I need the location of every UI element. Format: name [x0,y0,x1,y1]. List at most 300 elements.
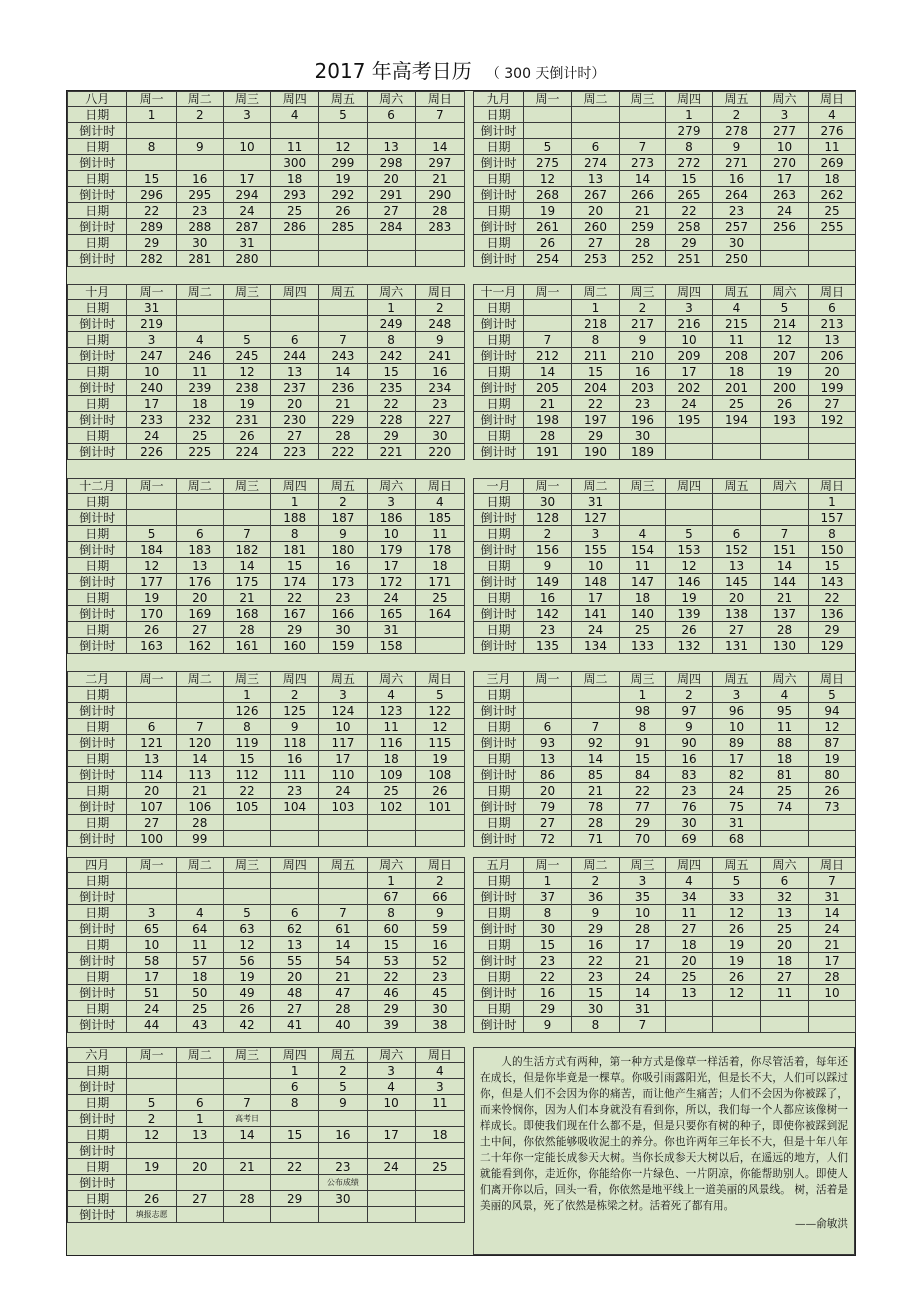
countdown-cell: 145 [713,574,761,590]
countdown-cell: 189 [620,444,666,460]
month-header-row [474,672,856,687]
date-row [474,300,856,316]
date-cell: 26 [524,235,572,251]
countdown-cell: 112 [223,767,270,783]
date-cell [367,815,415,831]
date-cell: 20 [367,171,415,187]
countdown-row-label: 倒计时 [68,574,127,590]
countdown-cell: 7 [620,1017,666,1033]
quote-box [473,1047,855,1255]
date-cell: 22 [271,1159,319,1175]
countdown-cell: 273 [620,155,666,171]
date-row [474,783,856,799]
countdown-cell: 214 [761,316,809,332]
countdown-cell: 240 [127,380,176,396]
countdown-cell: 55 [271,953,319,969]
weekday-header: 周二 [176,858,223,873]
countdown-cell [572,123,620,139]
countdown-cell: 272 [666,155,713,171]
countdown-cell: 26 [713,921,761,937]
countdown-row [474,251,856,267]
countdown-cell: 36 [572,889,620,905]
date-cell: 18 [809,171,856,187]
countdown-cell: 96 [713,703,761,719]
countdown-cell: 156 [524,542,572,558]
countdown-cell [524,703,572,719]
date-cell: 30 [620,428,666,444]
countdown-cell: 68 [713,831,761,847]
countdown-cell: 92 [572,735,620,751]
countdown-cell: 11 [761,985,809,1001]
countdown-cell: 95 [761,703,809,719]
date-cell: 13 [271,937,319,953]
date-cell: 26 [223,1001,270,1017]
date-cell: 4 [809,107,856,123]
date-cell: 27 [271,428,319,444]
date-cell: 24 [367,1159,415,1175]
countdown-cell: 256 [761,219,809,235]
countdown-cell [415,638,464,654]
countdown-row-label: 倒计时 [68,889,127,905]
date-cell [415,815,464,831]
date-row-label: 日期 [474,235,524,251]
date-cell: 28 [809,969,856,985]
date-cell: 10 [713,719,761,735]
countdown-cell: 6 [271,1079,319,1095]
date-cell: 9 [415,332,464,348]
countdown-cell: 283 [415,219,464,235]
date-cell: 6 [176,526,223,542]
date-cell: 7 [572,719,620,735]
countdown-row-label: 倒计时 [68,767,127,783]
countdown-cell [223,155,270,171]
date-cell: 14 [809,905,856,921]
date-row-label: 日期 [68,719,127,735]
countdown-cell [809,444,856,460]
date-cell: 21 [809,937,856,953]
date-cell: 6 [367,107,415,123]
date-cell: 8 [367,905,415,921]
countdown-cell: 65 [127,921,176,937]
date-row [474,815,856,831]
weekday-header: 周五 [319,479,367,494]
countdown-row [474,348,856,364]
countdown-row [474,316,856,332]
countdown-cell: 299 [319,155,367,171]
date-cell: 30 [319,622,367,638]
date-cell: 14 [319,937,367,953]
date-cell: 30 [415,428,464,444]
date-cell: 24 [761,203,809,219]
countdown-row [68,574,465,590]
date-cell: 8 [809,526,856,542]
month-table [67,284,465,460]
countdown-cell: 288 [176,219,223,235]
countdown-cell: 42 [223,1017,270,1033]
countdown-cell: 261 [524,219,572,235]
date-row [474,873,856,889]
countdown-cell: 180 [319,542,367,558]
date-cell: 16 [415,937,464,953]
date-cell [809,428,856,444]
month-header-row [68,285,465,300]
date-row-label: 日期 [68,203,127,219]
date-cell: 19 [809,751,856,767]
countdown-cell: 187 [319,510,367,526]
date-cell: 11 [176,364,223,380]
date-cell: 22 [367,396,415,412]
countdown-cell: 274 [572,155,620,171]
weekday-header: 周六 [367,858,415,873]
countdown-row [68,219,465,235]
countdown-cell: 1 [176,1111,223,1127]
countdown-row-label: 倒计时 [68,123,127,139]
date-cell: 29 [367,1001,415,1017]
date-cell: 8 [666,139,713,155]
countdown-cell [176,155,223,171]
countdown-cell: 137 [761,606,809,622]
date-cell: 24 [713,783,761,799]
countdown-cell: 236 [319,380,367,396]
date-cell: 4 [176,332,223,348]
weekday-header: 周六 [761,479,809,494]
countdown-cell: 30 [524,921,572,937]
date-cell: 16 [713,171,761,187]
date-cell: 28 [620,235,666,251]
date-cell: 30 [666,815,713,831]
date-cell [176,494,223,510]
weekday-header: 周日 [415,92,464,107]
countdown-cell [713,444,761,460]
date-cell [223,494,270,510]
countdown-cell: 37 [524,889,572,905]
countdown-row-label: 倒计时 [68,348,127,364]
countdown-cell: 46 [367,985,415,1001]
countdown-cell: 90 [666,735,713,751]
date-cell: 19 [666,590,713,606]
countdown-row [68,638,465,654]
countdown-cell: 249 [367,316,415,332]
countdown-cell: 21 [620,953,666,969]
countdown-row-label: 倒计时 [68,444,127,460]
page-title [0,58,920,87]
date-cell: 19 [524,203,572,219]
countdown-cell: 284 [367,219,415,235]
date-cell: 29 [809,622,856,638]
countdown-cell: 59 [415,921,464,937]
date-cell: 8 [572,332,620,348]
countdown-row-label: 倒计时 [68,921,127,937]
weekday-header: 周五 [319,92,367,107]
countdown-cell: 292 [319,187,367,203]
countdown-cell: 208 [713,348,761,364]
date-cell [761,1001,809,1017]
date-cell [127,1063,176,1079]
date-row-label: 日期 [474,590,524,606]
date-cell: 21 [223,590,270,606]
countdown-row-label: 倒计时 [68,606,127,622]
weekday-header: 周三 [620,672,666,687]
countdown-row [474,953,856,969]
date-cell [319,815,367,831]
month-header-row [474,92,856,107]
countdown-cell: 136 [809,606,856,622]
date-row [68,107,465,123]
countdown-cell: 129 [809,638,856,654]
date-cell: 10 [666,332,713,348]
date-cell: 6 [176,1095,223,1111]
date-cell: 13 [367,139,415,155]
countdown-cell: 73 [809,799,856,815]
countdown-cell: 100 [127,831,176,847]
date-cell: 3 [319,687,367,703]
month-table [473,284,856,460]
countdown-row-label: 倒计时 [68,510,127,526]
date-cell: 3 [620,873,666,889]
date-row-label: 日期 [68,905,127,921]
weekday-header: 周一 [524,479,572,494]
date-cell: 17 [223,171,270,187]
countdown-cell: 281 [176,251,223,267]
date-cell: 4 [415,494,464,510]
countdown-cell: 195 [666,412,713,428]
month-header-row [68,479,465,494]
countdown-cell: 221 [367,444,415,460]
date-cell: 25 [176,1001,223,1017]
weekday-header: 周四 [271,285,319,300]
date-cell: 13 [761,905,809,921]
month-name: 三月 [474,672,524,687]
date-cell: 6 [271,905,319,921]
countdown-cell [223,889,270,905]
date-cell: 15 [524,937,572,953]
countdown-row [68,767,465,783]
date-cell: 1 [367,873,415,889]
date-row [474,396,856,412]
countdown-cell: 254 [524,251,572,267]
date-row [474,139,856,155]
countdown-cell [319,1207,367,1223]
countdown-cell: 25 [761,921,809,937]
date-cell: 10 [367,1095,415,1111]
date-cell: 19 [223,969,270,985]
countdown-cell: 172 [367,574,415,590]
date-cell: 4 [176,905,223,921]
countdown-cell [223,510,270,526]
date-cell: 12 [319,139,367,155]
date-cell [271,235,319,251]
countdown-cell: 227 [415,412,464,428]
countdown-row-label: 倒计时 [68,638,127,654]
date-cell [572,687,620,703]
month-name: 十二月 [68,479,127,494]
date-cell: 24 [127,1001,176,1017]
weekday-header: 周三 [620,285,666,300]
weekday-header: 周六 [367,285,415,300]
countdown-cell: 282 [127,251,176,267]
date-cell [666,1001,713,1017]
countdown-cell: 94 [809,703,856,719]
month-table [67,478,465,654]
date-cell: 13 [713,558,761,574]
date-row-label: 日期 [474,494,524,510]
date-row [68,171,465,187]
countdown-cell: 173 [319,574,367,590]
countdown-cell: 83 [666,767,713,783]
countdown-cell: 62 [271,921,319,937]
date-cell: 20 [524,783,572,799]
date-cell: 4 [713,300,761,316]
countdown-row [68,380,465,396]
date-cell: 11 [761,719,809,735]
countdown-row [474,921,856,937]
date-cell: 27 [367,203,415,219]
countdown-cell [666,510,713,526]
date-cell [127,873,176,889]
countdown-cell: 296 [127,187,176,203]
countdown-cell: 144 [761,574,809,590]
countdown-row [68,251,465,267]
weekday-header: 周日 [809,858,856,873]
date-cell: 2 [319,494,367,510]
month-name: 八月 [68,92,127,107]
weekday-header: 周六 [761,858,809,873]
countdown-cell [319,316,367,332]
countdown-cell: 78 [572,799,620,815]
countdown-cell [319,831,367,847]
date-row [474,235,856,251]
date-cell: 20 [809,364,856,380]
countdown-cell: 257 [713,219,761,235]
countdown-cell: 12 [713,985,761,1001]
date-cell: 17 [761,171,809,187]
date-cell: 7 [524,332,572,348]
countdown-cell: 174 [271,574,319,590]
countdown-cell: 291 [367,187,415,203]
countdown-cell: 246 [176,348,223,364]
date-cell: 21 [524,396,572,412]
countdown-row-label: 倒计时 [474,316,524,332]
month-header-row [474,479,856,494]
countdown-cell: 210 [620,348,666,364]
month-header-row [474,858,856,873]
countdown-row-label: 倒计时 [68,380,127,396]
date-cell: 5 [761,300,809,316]
date-row [68,526,465,542]
date-cell: 10 [620,905,666,921]
countdown-cell [761,1017,809,1033]
countdown-row [474,831,856,847]
countdown-cell: 231 [223,412,270,428]
quote-author: ——俞敏洪 [795,1218,848,1230]
countdown-cell: 38 [415,1017,464,1033]
countdown-cell [761,831,809,847]
weekday-header: 周五 [319,285,367,300]
countdown-row-label: 倒计时 [474,889,524,905]
date-cell: 18 [761,751,809,767]
date-cell: 27 [572,235,620,251]
date-cell: 1 [271,1063,319,1079]
countdown-cell [127,123,176,139]
countdown-cell: 295 [176,187,223,203]
countdown-cell [176,1175,223,1191]
date-cell: 18 [415,558,464,574]
countdown-cell: 81 [761,767,809,783]
date-row-label: 日期 [474,558,524,574]
date-cell [761,428,809,444]
countdown-row [68,921,465,937]
date-row [474,332,856,348]
date-cell: 21 [176,783,223,799]
countdown-cell: 161 [223,638,270,654]
countdown-row [68,1175,465,1191]
countdown-cell [367,1111,415,1127]
date-cell: 2 [524,526,572,542]
countdown-cell: 278 [713,123,761,139]
date-row [68,937,465,953]
countdown-cell: 58 [127,953,176,969]
date-cell: 1 [809,494,856,510]
date-cell: 26 [713,969,761,985]
countdown-cell: 169 [176,606,223,622]
weekday-header: 周二 [572,858,620,873]
date-cell: 14 [415,139,464,155]
date-cell [713,1001,761,1017]
date-cell: 17 [572,590,620,606]
date-cell: 4 [271,107,319,123]
date-cell: 22 [127,203,176,219]
date-cell: 3 [572,526,620,542]
date-cell: 1 [572,300,620,316]
date-cell: 30 [572,1001,620,1017]
weekday-header: 周六 [761,285,809,300]
month-table [67,671,465,847]
countdown-cell: 49 [223,985,270,1001]
date-cell: 4 [620,526,666,542]
calendar-subtitle: （ 300 天倒计时） [485,66,606,82]
countdown-cell: 198 [524,412,572,428]
countdown-cell: 185 [415,510,464,526]
countdown-cell: 206 [809,348,856,364]
countdown-cell: 13 [666,985,713,1001]
countdown-row-label: 倒计时 [68,155,127,171]
date-row [474,937,856,953]
date-cell: 16 [620,364,666,380]
date-row-label: 日期 [68,107,127,123]
weekday-header: 周二 [176,285,223,300]
month-header-row [68,858,465,873]
countdown-cell: 39 [367,1017,415,1033]
countdown-cell: 66 [415,889,464,905]
countdown-row [474,444,856,460]
countdown-cell: 91 [620,735,666,751]
countdown-row-label: 倒计时 [68,735,127,751]
countdown-cell: 262 [809,187,856,203]
countdown-row [68,606,465,622]
countdown-row-label: 倒计时 [68,251,127,267]
date-cell: 22 [620,783,666,799]
countdown-row-label: 倒计时 [474,953,524,969]
countdown-cell: 287 [223,219,270,235]
weekday-header: 周二 [572,479,620,494]
date-cell: 21 [223,1159,270,1175]
date-cell: 17 [319,751,367,767]
countdown-cell: 212 [524,348,572,364]
month-table [67,1047,465,1223]
date-cell [271,300,319,316]
date-cell: 5 [415,687,464,703]
countdown-cell: 267 [572,187,620,203]
